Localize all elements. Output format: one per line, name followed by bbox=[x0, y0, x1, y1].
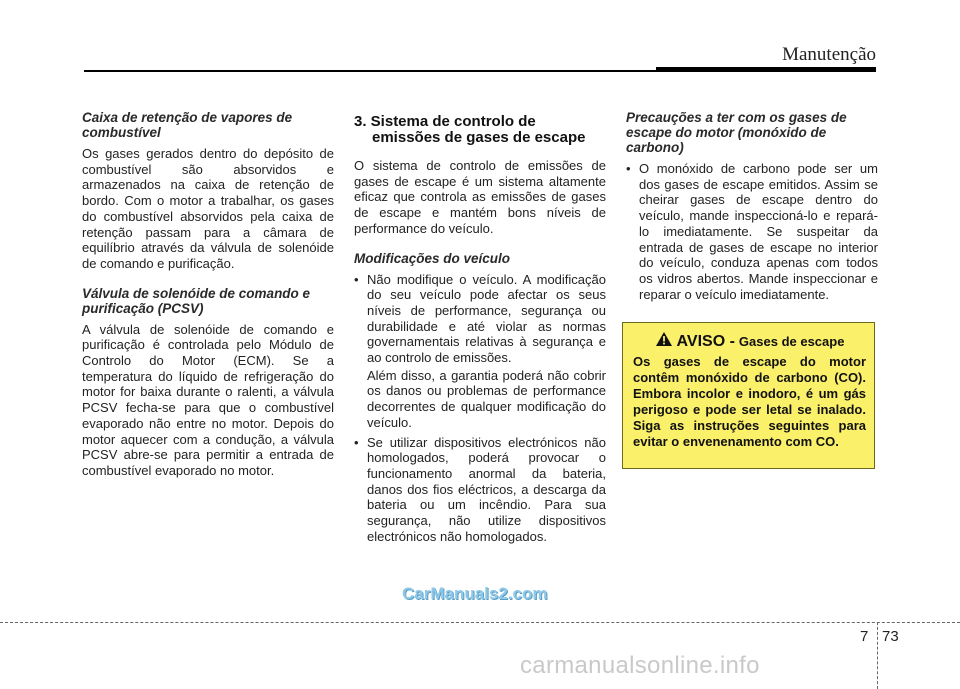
section-heading-line1: 3. Sistema de controlo de bbox=[354, 113, 536, 130]
list-modifications-2 bbox=[354, 435, 606, 545]
warning-triangle-icon bbox=[655, 331, 673, 352]
bullet-mark: • bbox=[626, 161, 631, 176]
warning-subtitle: Gases de escape bbox=[738, 334, 845, 349]
list-exhaust bbox=[626, 161, 878, 302]
list-modifications bbox=[354, 272, 606, 366]
list-item bbox=[354, 272, 606, 366]
page-number: 73 bbox=[882, 628, 899, 645]
footer-divider bbox=[0, 622, 960, 623]
subheading-vapor-canister: Caixa de retenção de vapores de combustível bbox=[82, 110, 293, 140]
paragraph-vapor-canister: Os gases gerados dentro do depósito de combustível são absorvidos e armazenados na caixa de retenção de bordo. Com o motor a trabalhar, os gases do combustível absorvidos pela caixa de retenção passam para a câmara de equilíbrio através da válvula de solenóide de comando e purificação. bbox=[82, 146, 334, 271]
column-middle bbox=[354, 110, 606, 556]
list-item-text: Não modifique o veículo. A modificação do seu veículo pode afectar os seus níveis de performance, segurança ou durabilidade e até violar as normas governamentais relativas à segurança e ao controlo de emissões. bbox=[367, 271, 606, 366]
chapter-number: 7 bbox=[860, 628, 869, 645]
warning-body: Os gases de escape do motor contêm monóxido de carbono (CO). Embora incolor e inodoro, é um gás perigoso e pode ser letal se inalado. Siga as instruções seguintes para evitar o envenenamento com CO. bbox=[633, 354, 866, 449]
list-item-text: O monóxido de carbono pode ser um dos gases de escape emitidos. Assim se cheirar gases de escape dentro do veículo, mande inspeccioná-lo e repará-lo imediatamente. Se suspeitar da entrada de gases de escape no interior do veículo, conduza apenas com todos os vidros abertos. Mande inspeccionar e reparar o veículo imediatamente. bbox=[639, 161, 878, 302]
warning-title: AVISO - bbox=[676, 332, 735, 350]
list-item-continuation: Além disso, a garantia poderá não cobrir os danos ou problemas de performance decorrentes de qualquer modificação do veículo. bbox=[367, 367, 606, 430]
watermark-carmanuals2: CarManuals2.com bbox=[402, 584, 548, 603]
header-rule-accent bbox=[656, 67, 876, 72]
column-right bbox=[626, 110, 878, 314]
section-heading-line2: emissões de gases de escape bbox=[372, 129, 586, 146]
subheading-vehicle-modifications: Modificações do veículo bbox=[354, 250, 511, 266]
paragraph-emissions-intro: O sistema de controlo de emissões de gases de escape é um sistema altamente eficaz que controla as emissões de gases de escape e mantém bons níveis de performance do veículo. bbox=[354, 158, 606, 236]
page-header-title: Manutenção bbox=[782, 44, 876, 65]
list-item bbox=[354, 435, 606, 545]
section-heading-emissions bbox=[354, 114, 606, 146]
bullet-mark: • bbox=[354, 271, 359, 287]
warning-box bbox=[622, 322, 875, 469]
paragraph-pcsv: A válvula de solenóide de comando e purificação é controlada pelo Módulo de Controlo do Motor (ECM). Se a temperatura do líquido de refrigeração do motor for baixa durante o ralenti, a válvula PCSV fecha-se para que o combustível evaporado não entre no motor. Depois do motor aquecer com a condução, a válvula PCSV abre-se para permitir a entrada de combustível evaporado no motor. bbox=[82, 321, 334, 478]
list-item-text: Se utilizar dispositivos electrónicos não homologados, poderá provocar o funcionamento anormal da bateria, danos dos fios eléctricos, a descarga da bateria ou um incêndio. Para sua segurança, não utilize dispositivos electrónicos não homologados. bbox=[367, 434, 606, 544]
subheading-pcsv: Válvula de solenóide de comando e purificação (PCSV) bbox=[82, 285, 311, 316]
column-left bbox=[82, 110, 334, 493]
list-item bbox=[626, 161, 878, 302]
bullet-mark: • bbox=[354, 434, 359, 450]
footer-page-divider bbox=[877, 622, 878, 689]
subheading-exhaust-precautions: Precauções a ter com os gases de escape do motor (monóxido de carbono) bbox=[626, 110, 847, 155]
site-watermark: carmanualsonline.info bbox=[520, 652, 760, 679]
warning-header bbox=[633, 331, 866, 352]
